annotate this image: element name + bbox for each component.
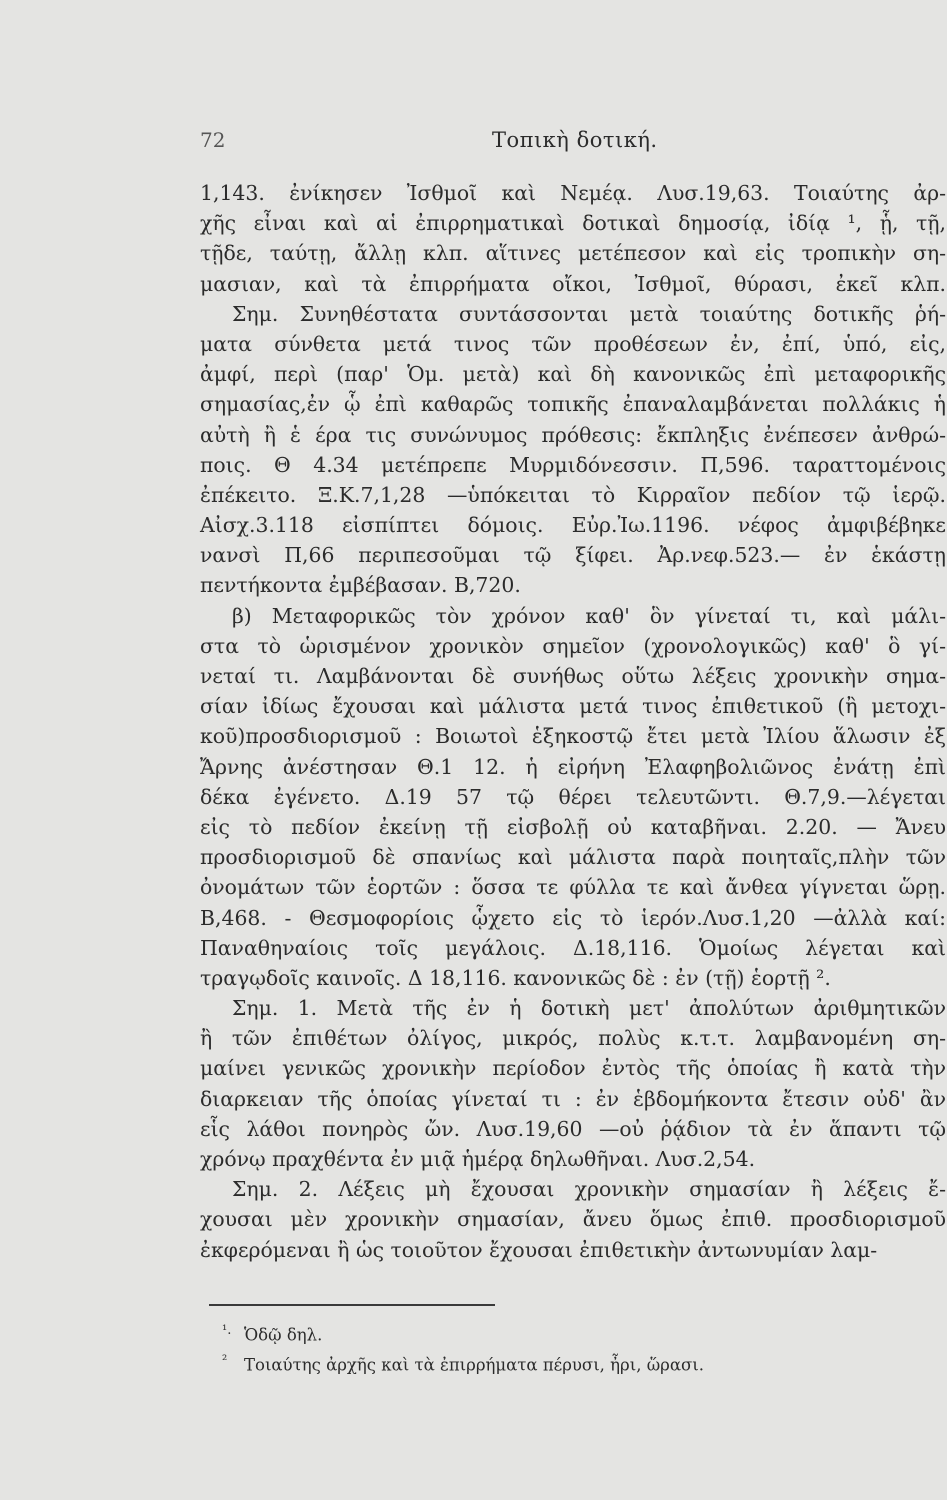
text-line: Ἄρνης ἀνέστησαν Θ.1 12. ἡ εἰρήνη Ἐλαφηβολιῶνος ἐνάτῃ ἐπὶ (200, 754, 946, 779)
text-line: σίαν ἰδίως ἔχουσαι καὶ μάλιστα μετά τινος ἐπιθετικοῦ (ἢ μετοχι- (200, 694, 946, 719)
footnote-mark: ² (222, 1352, 228, 1368)
text-line: δέκα ἐγένετο. Δ.19 57 τῷ θέρει τελευτῶντι. Θ.7,9.—λέγεται (200, 784, 946, 809)
text-line: χρόνῳ πραχθέντα ἐν μιᾷ ἡμέρᾳ δηλωθῆναι. Λυσ.2,54. (200, 1147, 756, 1171)
text-line: β) Μεταφορικῶς τὸν χρόνον καθ' ὃν γίνεταί τι, καὶ μάλι- (232, 603, 946, 628)
text-line: τραγῳδοῖς καινοῖς. Δ 18,116. κανονικῶς δὲ : ἐν (τῇ) ἑορτῇ ². (200, 965, 831, 990)
text-line: τῇδε, ταύτῃ, ἄλλῃ κλπ. αἵτινες μετέπεσον καὶ εἰς τροπικὴν ση- (200, 241, 946, 266)
text-line: Β,468. - Θεσμοφορίοις ᾧχετο εἰς τὸ ἱερόν.Λυσ.1,20 —ἀλλὰ καί: (200, 905, 946, 930)
text-line: νεταί τι. Λαμβάνονται δὲ συνήθως οὕτω λέξεις χρονικὴν σημα- (200, 664, 946, 688)
text-line: νανσὶ Π,66 περιπεσοῦμαι τῷ ξίφει. Ἀρ.νεφ.523.— ἐν ἑκάστῃ (200, 543, 946, 568)
running-title: Τοπικὴ δοτική. (492, 128, 658, 152)
text-line: χῆς εἶναι καὶ αἱ ἐπιρρηματικαὶ δοτικαὶ δημοσίᾳ, ἰδίᾳ ¹, ᾗ, τῇ, (200, 211, 946, 236)
body-text (200, 178, 946, 1265)
text-line: Αἰσχ.3.118 εἰσπίπτει δόμοις. Εὐρ.Ἰω.1196. νέφος ἀμφιβέβηκε (200, 513, 946, 538)
text-line: 1,143. ἐνίκησεν Ἰσθμοῖ καὶ Νεμέᾳ. Λυσ.19,63. Τοιαύτης ἀρ- (200, 181, 946, 205)
footnotes (222, 1318, 942, 1377)
text-line: διαρκειαν τῆς ὁποίας γίνεταί τι : ἐν ἑβδομήκοντα ἔτεσιν οὐδ' ἂν (200, 1086, 946, 1111)
page-number: 72 (200, 128, 226, 152)
text-line: σημασίας,ἐν ᾧ ἐπὶ καθαρῶς τοπικῆς ἐπαναλαμβάνεται πολλάκις ἡ (200, 392, 946, 417)
footnote-text: Τοιαύτης ἀρχῆς καὶ τὰ ἐπιρρήματα πέρυσι, ἦρι, ὥρασι. (244, 1355, 704, 1374)
text-line: μαίνει γενικῶς χρονικὴν περίοδον ἐντὸς τῆς ὁποίας ἢ κατὰ τὴν (200, 1056, 946, 1081)
text-line: Παναθηναίοις τοῖς μεγάλοις. Δ.18,116. Ὁμοίως λέγεται καὶ (200, 935, 946, 960)
text-line: μασιαν, καὶ τὰ ἐπιρρήματα οἴκοι, Ἰσθμοῖ, θύρασι, ἐκεῖ κλπ. (200, 271, 946, 296)
text-line: ὀνομάτων τῶν ἑορτῶν : ὅσσα τε φύλλα τε καὶ ἄνθεα γίγνεται ὥρῃ. (200, 875, 946, 900)
text-line: ἐκφερόμεναι ἢ ὡς τοιοῦτον ἔχουσαι ἐπιθετικὴν ἀντωνυμίαν λαμ- (200, 1237, 878, 1262)
text-line: προσδιορισμοῦ δὲ σπανίως καὶ μάλιστα παρὰ ποιηταῖς,πλὴν τῶν (200, 845, 946, 870)
text-line: ἀμφί, περὶ (παρ' Ὁμ. μετὰ) καὶ δὴ κανονικῶς ἐπὶ μεταφορικῆς (200, 362, 946, 387)
text-line: Σημ. Συνηθέστατα συντάσσονται μετὰ τοιαύτης δοτικῆς ῥή- (232, 301, 946, 326)
text-line: ἐπέκειτο. Ξ.Κ.7,1,28 —ὑπόκειται τὸ Κιρραῖον πεδίον τῷ ἱερῷ. (200, 482, 946, 507)
text-line: στα τὸ ὡρισμένον χρονικὸν σημεῖον (χρονολογικῶς) καθ' ὃ γί- (200, 633, 946, 658)
text-line: χουσαι μὲν χρονικὴν σημασίαν, ἄνευ ὅμως ἐπιθ. προσδιορισμοῦ (200, 1207, 946, 1232)
footnote-mark: ¹. (222, 1323, 232, 1338)
text-line: ποις. Θ 4.34 μετέπρεπε Μυρμιδόνεσσιν. Π,596. ταραττομένοις (200, 452, 946, 477)
footnote-1 (222, 1318, 942, 1348)
footnote-divider (209, 1304, 495, 1306)
footnote-2 (222, 1348, 942, 1378)
text-line: εἷς λάθοι πονηρὸς ὤν. Λυσ.19,60 —οὐ ῥᾴδιον τὰ ἐν ἅπαντι τῷ (200, 1116, 946, 1141)
page-header (200, 128, 940, 158)
text-line: πεντήκοντα ἐμβέβασαν. Β,720. (200, 573, 521, 598)
text-line: Σημ. 2. Λέξεις μὴ ἔχουσαι χρονικὴν σημασίαν ἢ λέξεις ἔ- (232, 1177, 946, 1202)
text-line: αὐτὴ ἢ ἑ έρα τις συνώνυμος πρόθεσις: ἔκπληξις ἐνέπεσεν ἀνθρώ- (200, 422, 946, 447)
text-line: ἢ τῶν ἐπιθέτων ὀλίγος, μικρός, πολὺς κ.τ.τ. λαμβανομένη ση- (200, 1026, 946, 1051)
text-line: εἰς τὸ πεδίον ἐκείνῃ τῇ εἰσβολῇ οὐ καταβῆναι. 2.20. — Ἄνευ (200, 814, 946, 839)
text-line: ματα σύνθετα μετά τινος τῶν προθέσεων ἐν, ἐπί, ὑπό, εἰς, (200, 331, 946, 356)
text-line: Σημ. 1. Μετὰ τῆς ἐν ἡ δοτικὴ μετ' ἀπολύτων ἀριθμητικῶν (232, 996, 946, 1021)
text-line: κοῦ)προσδιορισμοῦ : Βοιωτοὶ ἑξηκοστῷ ἔτει μετὰ Ἰλίου ἅλωσιν ἐξ (200, 724, 946, 749)
footnote-text: Ὁδῷ δηλ. (244, 1325, 323, 1345)
